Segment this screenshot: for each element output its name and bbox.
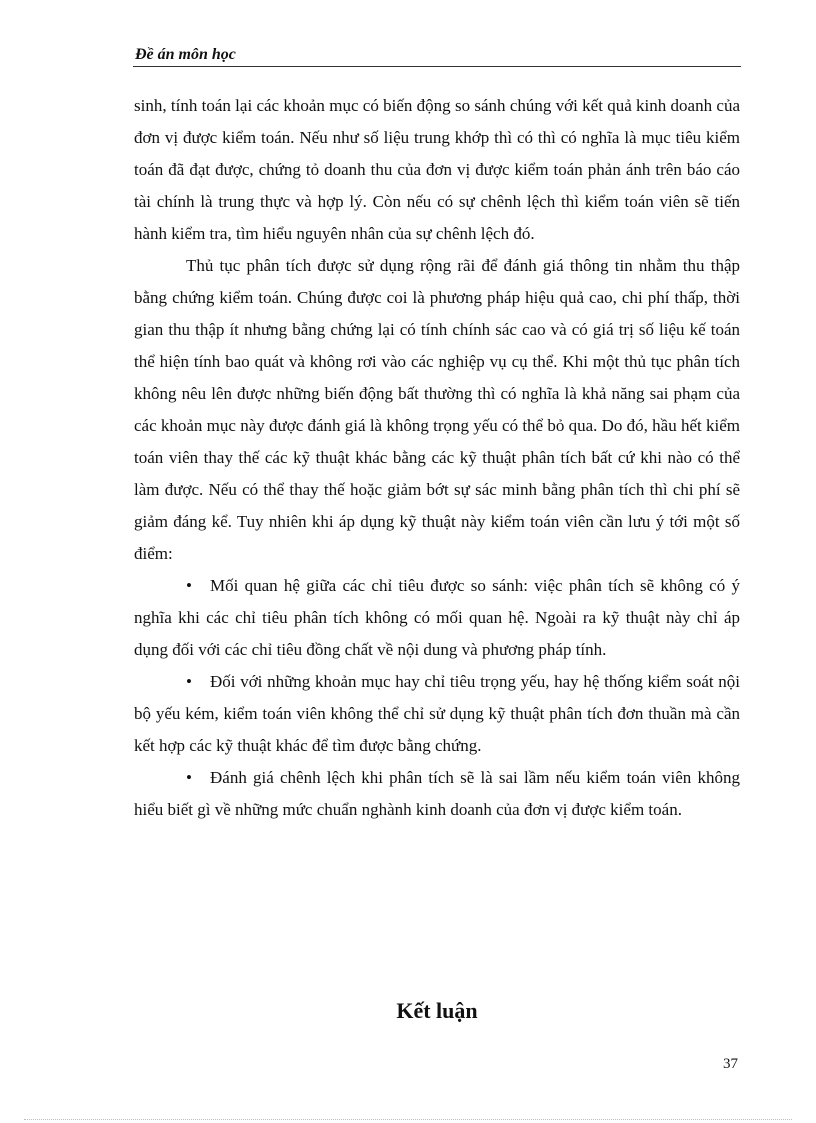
bullet-text: Đối với những khoản mục hay chỉ tiêu trọng yếu, hay hệ thống kiểm soát nội bộ yếu kém, kiểm toán viên không thể chỉ sử dụng kỹ thuật phân tích đơn thuần mà cần kết hợp các kỹ thuật khác để tìm được bằng chứng. (134, 672, 740, 755)
bullet-text: Mối quan hệ giữa các chỉ tiêu được so sánh: việc phân tích sẽ không có ý nghĩa khi các chỉ tiêu phân tích không có mối quan hệ. Ngoài ra kỹ thuật này chỉ áp dụng đối với các chỉ tiêu đồng chất về nội dung và phương pháp tính. (134, 576, 740, 659)
bullet-icon: • (186, 768, 192, 787)
bullet-text: Đánh giá chênh lệch khi phân tích sẽ là sai lầm nếu kiểm toán viên không hiểu biết gì về những mức chuẩn nghành kinh doanh của đơn vị được kiểm toán. (134, 768, 740, 819)
page-body (134, 90, 740, 826)
paragraph-continuation: sinh, tính toán lại các khoản mục có biến động so sánh chúng với kết quả kinh doanh của đơn vị được kiểm toán. Nếu như số liệu trung khớp thì có thì có nghĩa là mục tiêu kiểm toán đã đạt được, chứng tỏ doanh thu của đơn vị được kiểm toán phản ánh trên báo cáo tài chính là trung thực và hợp lý. Còn nếu có sự chênh lệch thì kiểm toán viên sẽ tiến hành kiểm tra, tìm hiểu nguyên nhân của sự chênh lệch đó. (134, 96, 740, 243)
bullet-item (134, 666, 740, 762)
bullet-icon: • (186, 672, 192, 691)
bullet-item (134, 762, 740, 826)
page-header (133, 44, 741, 67)
section-heading-conclusion: Kết luận (396, 998, 478, 1023)
page-bottom-divider (24, 1119, 792, 1120)
bullet-item (134, 570, 740, 666)
paragraph-analytical-procedures: Thủ tục phân tích được sử dụng rộng rãi để đánh giá thông tin nhằm thu thập bằng chứng kiểm toán. Chúng được coi là phương pháp hiệu quả cao, chi phí thấp, thời gian thu thập ít nhưng bằng chứng lại có tính chính sác cao và có giá trị số liệu kế toán thể hiện tính bao quát và không rơi vào các nghiệp vụ cụ thể. Khi một thủ tục phân tích không nêu lên được những biến động bất thường thì có nghĩa là khả năng sai phạm của các khoản mục này được đánh giá là không trọng yếu có thể bỏ qua. Do đó, hầu hết kiểm toán viên thay thế các kỹ thuật khác bằng các kỹ thuật phân tích bất cứ khi nào có thể làm được. Nếu có thể thay thế hoặc giảm bớt sự sác minh bằng phân tích thì chi phí sẽ giảm đáng kể. Tuy nhiên khi áp dụng kỹ thuật này kiểm toán viên cần lưu ý tới một số điểm: (134, 256, 740, 563)
page-number: 37 (723, 1056, 738, 1072)
header-title: Đề án môn học (135, 46, 236, 63)
bullet-icon: • (186, 576, 192, 595)
